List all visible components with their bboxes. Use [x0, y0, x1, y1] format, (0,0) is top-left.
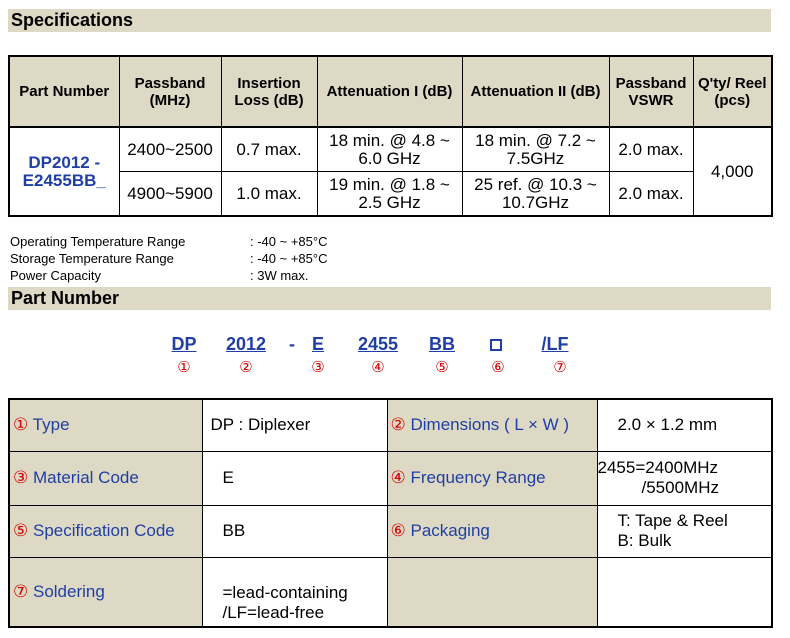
vswr-value: 2.0 max. — [609, 127, 693, 172]
label-frequency-range: ④ Frequency Range — [387, 451, 597, 505]
part-number-heading: Part Number — [8, 287, 771, 310]
label-specification-code: ⑤ Specification Code — [9, 505, 202, 557]
value-soldering: =lead-containing /LF=lead-free — [202, 557, 387, 627]
marker-1: ① — [177, 359, 191, 376]
header-vswr: Passband VSWR — [609, 56, 693, 127]
value-type: DP : Diplexer — [202, 399, 387, 451]
passband-value: 2400~2500 — [119, 127, 221, 172]
table-row — [9, 172, 772, 217]
specifications-table — [8, 55, 773, 217]
code-spec: BB — [429, 334, 455, 354]
value-packaging: T: Tape & Reel B: Bulk — [597, 505, 772, 557]
header-part-number: Part Number — [9, 56, 119, 127]
condition-label: Operating Temperature Range — [10, 234, 186, 249]
label-dimensions: ② Dimensions ( L × W ) — [387, 399, 597, 451]
header-qty-reel: Q'ty/ Reel (pcs) — [693, 56, 772, 127]
attenuation-2-value: 18 min. @ 7.2 ~ 7.5GHz — [462, 127, 609, 172]
value-frequency-range: 2455=2400MHz /5500MHz — [597, 451, 772, 505]
attenuation-2-value: 25 ref. @ 10.3 ~ 10.7GHz — [462, 172, 609, 217]
part-number-code-breakdown — [0, 334, 790, 378]
marker-4: ④ — [371, 359, 385, 376]
attenuation-1-value: 19 min. @ 1.8 ~ 2.5 GHz — [317, 172, 462, 217]
table-row — [9, 557, 772, 627]
condition-value: : 3W max. — [250, 268, 309, 283]
header-insertion-loss: Insertion Loss (dB) — [221, 56, 317, 127]
marker-3: ③ — [311, 359, 325, 376]
header-attenuation-2: Attenuation II (dB) — [462, 56, 609, 127]
empty-value-cell — [597, 557, 772, 627]
condition-label: Power Capacity — [10, 268, 102, 283]
empty-label-cell — [387, 557, 597, 627]
label-packaging: ⑥ Packaging — [387, 505, 597, 557]
marker-2: ② — [239, 359, 253, 376]
label-type: ① Type — [9, 399, 202, 451]
value-material-code: E — [202, 451, 387, 505]
table-row — [9, 451, 772, 505]
code-soldering: /LF — [541, 334, 569, 354]
code-dash: - — [289, 334, 295, 354]
specifications-heading: Specifications — [8, 9, 771, 32]
marker-6: ⑥ — [491, 359, 505, 376]
square-icon — [490, 339, 502, 351]
header-attenuation-1: Attenuation I (dB) — [317, 56, 462, 127]
attenuation-1-value: 18 min. @ 4.8 ~ 6.0 GHz — [317, 127, 462, 172]
vswr-value: 2.0 max. — [609, 172, 693, 217]
passband-value: 4900~5900 — [119, 172, 221, 217]
condition-value: : -40 ~ +85°C — [250, 251, 328, 266]
value-dimensions: 2.0 × 1.2 mm — [597, 399, 772, 451]
condition-value: : -40 ~ +85°C — [250, 234, 328, 249]
insertion-loss-value: 1.0 max. — [221, 172, 317, 217]
qty-value: 4,000 — [693, 127, 772, 216]
part-number-legend-table — [8, 398, 773, 628]
label-material-code: ③ Material Code — [9, 451, 202, 505]
part-number-value: DP2012 -E2455BB_ — [9, 127, 119, 216]
code-packaging-box — [484, 334, 508, 355]
condition-label: Storage Temperature Range — [10, 251, 174, 266]
spec-header-row — [9, 56, 772, 127]
marker-5: ⑤ — [435, 359, 449, 376]
code-material: E — [311, 334, 324, 354]
label-soldering: ⑦ Soldering — [9, 557, 202, 627]
code-frequency: 2455 — [357, 334, 399, 354]
marker-7: ⑦ — [553, 359, 567, 376]
code-type: DP — [171, 334, 197, 354]
insertion-loss-value: 0.7 max. — [221, 127, 317, 172]
header-passband: Passband (MHz) — [119, 56, 221, 127]
table-row — [9, 127, 772, 172]
table-row — [9, 505, 772, 557]
table-row — [9, 399, 772, 451]
code-dimensions: 2012 — [225, 334, 267, 354]
value-specification-code: BB — [202, 505, 387, 557]
